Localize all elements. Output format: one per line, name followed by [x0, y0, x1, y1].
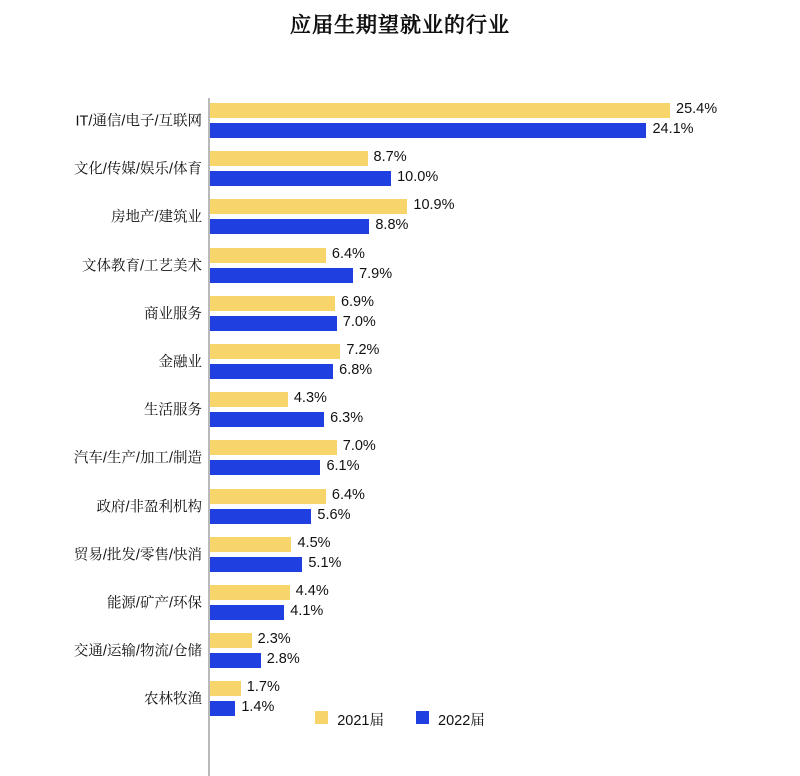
bar-2021届[interactable]: [210, 489, 326, 504]
category-label: 汽车/生产/加工/制造: [73, 451, 202, 468]
category-label: 农林牧渔: [144, 692, 202, 709]
row-bars: [210, 291, 800, 339]
chart-row: [0, 98, 800, 146]
bar-2022届[interactable]: [210, 219, 369, 234]
legend-swatch-icon-2021: [315, 711, 328, 724]
bar-2021届[interactable]: [210, 633, 252, 648]
bar-value-label: 5.1%: [308, 554, 342, 571]
bar-value-label: 8.7%: [373, 149, 407, 166]
bar-2021届[interactable]: [210, 440, 337, 455]
category-label: 房地产/建筑业: [110, 210, 202, 227]
row-bars: [210, 628, 800, 676]
category-label: 文化/传媒/娱乐/体育: [73, 161, 202, 178]
chart-row: [0, 194, 800, 242]
bar-value-label: 4.4%: [295, 582, 329, 599]
bar-value-label: 6.3%: [330, 410, 364, 427]
bar-2022届[interactable]: [210, 509, 311, 524]
chart-row: [0, 387, 800, 435]
category-label: 交通/运输/物流/仓储: [73, 643, 202, 660]
category-label: 生活服务: [144, 402, 202, 419]
bar-2021届[interactable]: [210, 103, 670, 118]
bar-2021届[interactable]: [210, 248, 326, 263]
chart-row: [0, 580, 800, 628]
bar-value-label: 6.4%: [331, 486, 365, 503]
chart-title: 应届生期望就业的行业: [290, 14, 510, 37]
bar-2022届[interactable]: [210, 364, 333, 379]
bar-value-label: 2.8%: [266, 651, 300, 668]
category-label: IT/通信/电子/互联网: [75, 113, 202, 130]
chart-row: [0, 484, 800, 532]
bar-2021届[interactable]: [210, 151, 368, 166]
legend-label-2022: 2022届: [438, 713, 485, 729]
chart-row: [0, 435, 800, 483]
row-bars: [210, 435, 800, 483]
bar-2021届[interactable]: [210, 296, 335, 311]
bar-2021届[interactable]: [210, 585, 290, 600]
chart-row: [0, 339, 800, 387]
bar-value-label: 7.0%: [342, 438, 376, 455]
bar-value-label: 5.6%: [317, 506, 351, 523]
bar-2021届[interactable]: [210, 392, 288, 407]
chart-legend: [0, 709, 800, 730]
bar-2022届[interactable]: [210, 605, 284, 620]
bar-value-label: 4.1%: [290, 602, 324, 619]
bar-value-label: 4.5%: [297, 534, 331, 551]
bar-value-label: 10.0%: [397, 169, 439, 186]
category-label: 文体教育/工艺美术: [81, 258, 202, 275]
bar-2021届[interactable]: [210, 344, 340, 359]
bar-2022届[interactable]: [210, 171, 391, 186]
category-label: 金融业: [158, 354, 202, 371]
row-bars: [210, 243, 800, 291]
bar-2022届[interactable]: [210, 316, 337, 331]
bar-2022届[interactable]: [210, 653, 261, 668]
bar-value-label: 24.1%: [652, 121, 694, 137]
chart-row: [0, 243, 800, 291]
bar-value-label: 1.7%: [246, 679, 280, 696]
bar-2022届[interactable]: [210, 412, 324, 427]
bar-value-label: 4.3%: [293, 390, 327, 407]
bar-value-label: 7.2%: [346, 341, 380, 358]
bar-value-label: 7.9%: [359, 265, 393, 282]
row-bars: [210, 532, 800, 580]
bar-value-label: 2.3%: [257, 631, 291, 648]
bar-value-label: 1.4%: [241, 699, 275, 716]
chart-row: [0, 628, 800, 676]
bar-2022届[interactable]: [210, 460, 320, 475]
row-bars: [210, 194, 800, 242]
chart-row: [0, 146, 800, 194]
row-bars: [210, 484, 800, 532]
bar-value-label: 6.1%: [326, 458, 360, 475]
bar-value-label: 7.0%: [342, 313, 376, 330]
row-bars: [210, 387, 800, 435]
legend-swatch-icon-2022: [416, 711, 429, 724]
bar-value-label: 8.8%: [375, 217, 409, 234]
row-bars: [210, 146, 800, 194]
bar-2022届[interactable]: [210, 268, 353, 283]
bar-2021届[interactable]: [210, 199, 407, 214]
bar-2021届[interactable]: [210, 681, 241, 696]
bar-value-label: 10.9%: [413, 197, 455, 214]
legend-item-2022[interactable]: [416, 709, 485, 730]
bar-2022届[interactable]: [210, 123, 646, 138]
legend-label-2021: 2021届: [337, 713, 384, 729]
bar-rows: [0, 98, 800, 724]
bar-2022届[interactable]: [210, 557, 302, 572]
bar-value-label: 6.8%: [339, 361, 373, 378]
bar-value-label: 25.4%: [676, 101, 718, 117]
bar-value-label: 6.4%: [331, 245, 365, 262]
legend-item-2021[interactable]: [315, 709, 384, 730]
row-bars: [210, 339, 800, 387]
category-label: 政府/非盈利机构: [96, 499, 202, 516]
plot-area: [0, 50, 800, 740]
category-label: 商业服务: [144, 306, 202, 323]
chart-row: [0, 532, 800, 580]
category-label: 能源/矿产/环保: [106, 595, 202, 612]
row-bars: [210, 580, 800, 628]
row-bars: [210, 98, 800, 146]
category-label: 贸易/批发/零售/快消: [73, 547, 202, 564]
bar-value-label: 6.9%: [340, 293, 375, 310]
bar-2021届[interactable]: [210, 537, 291, 552]
chart-row: [0, 291, 800, 339]
